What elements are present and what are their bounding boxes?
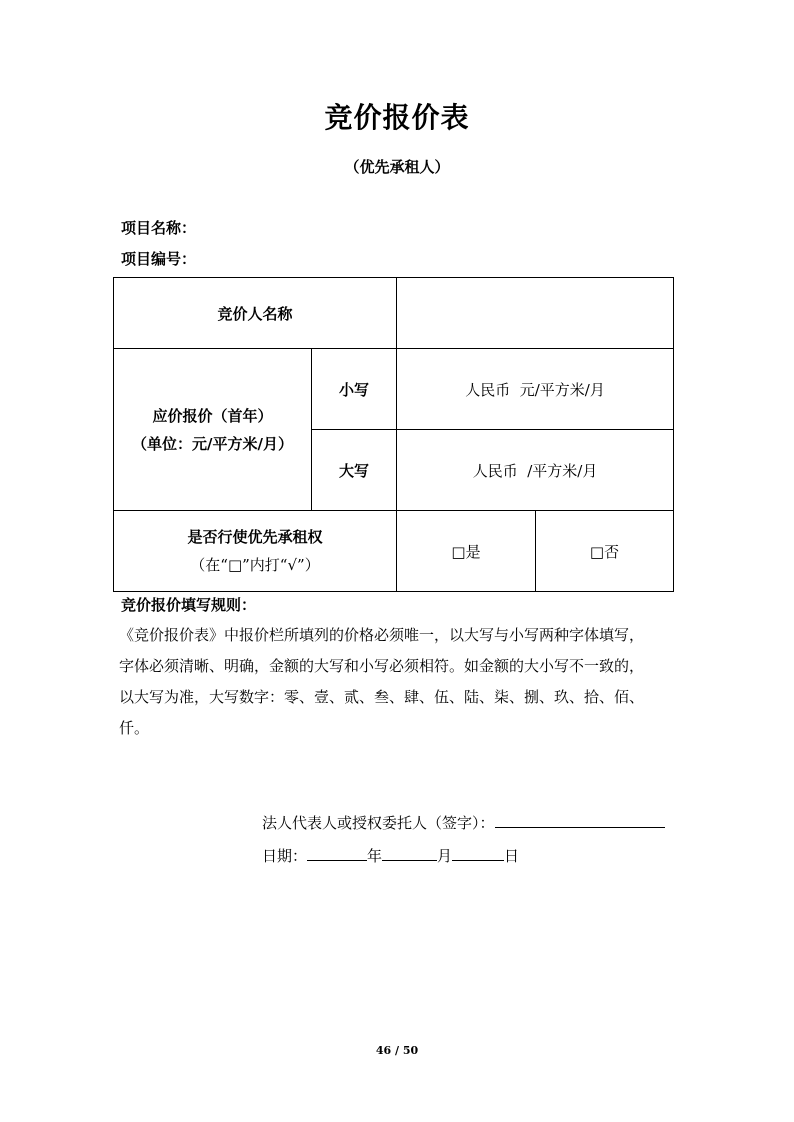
option-no-checkbox[interactable]: □否 <box>536 511 674 592</box>
price-label-line1: 应价报价（首年） <box>152 406 273 425</box>
signature-line <box>262 811 665 833</box>
date-label: 日期： <box>262 847 308 865</box>
preemption-row <box>114 511 674 592</box>
bid-table <box>113 277 674 592</box>
bidder-name-label: 竞价人名称 <box>114 278 397 349</box>
option-yes-checkbox[interactable]: □是 <box>397 511 536 592</box>
rules-body <box>119 620 677 744</box>
uppercase-label: 大写 <box>312 430 397 511</box>
representative-label: 法人代表人或授权委托人（签字）： <box>262 814 495 832</box>
year-blank[interactable] <box>307 844 367 861</box>
price-label-line2: （单位：元/平方米/月） <box>132 434 293 453</box>
page-number: 46 / 50 <box>375 1044 419 1057</box>
date-line <box>262 844 519 866</box>
year-label: 年 <box>367 847 383 865</box>
rules-line-2: 字体必须清晰、明确，金额的大写和小写必须相符。如金额的大小写不一致的， <box>119 657 645 675</box>
rules-title: 竞价报价填写规则： <box>121 596 257 614</box>
lowercase-label: 小写 <box>312 349 397 430</box>
document-title: 竞价报价表 <box>324 101 470 134</box>
preemption-label-cell <box>114 511 397 592</box>
bidder-name-value[interactable] <box>397 278 674 349</box>
day-blank[interactable] <box>452 844 504 861</box>
price-label-cell <box>114 349 312 511</box>
project-name-label: 项目名称： <box>121 219 197 237</box>
lowercase-value[interactable]: 人民币 元/平方米/月 <box>397 349 674 430</box>
rules-line-1: 《竞价报价表》中报价栏所填列的价格必须唯一，以大写与小写两种字体填写， <box>119 626 645 644</box>
rules-line-3: 以大写为准，大写数字：零、壹、贰、叁、肆、伍、陆、柒、捌、玖、拾、佰、 <box>119 688 645 706</box>
document-subtitle: （优先承租人） <box>344 158 450 176</box>
day-label: 日 <box>504 847 520 865</box>
month-label: 月 <box>437 847 453 865</box>
lowercase-price-row <box>114 349 674 430</box>
month-blank[interactable] <box>382 844 437 861</box>
project-number-label: 项目编号： <box>121 250 197 268</box>
signature-blank[interactable] <box>495 811 665 828</box>
bidder-name-row <box>114 278 674 349</box>
uppercase-value[interactable]: 人民币 /平方米/月 <box>397 430 674 511</box>
preemption-label-line1: 是否行使优先承租权 <box>187 528 323 546</box>
rules-line-4: 仟。 <box>119 719 150 737</box>
preemption-label-line2: （在“□”内打“√”） <box>190 556 320 574</box>
